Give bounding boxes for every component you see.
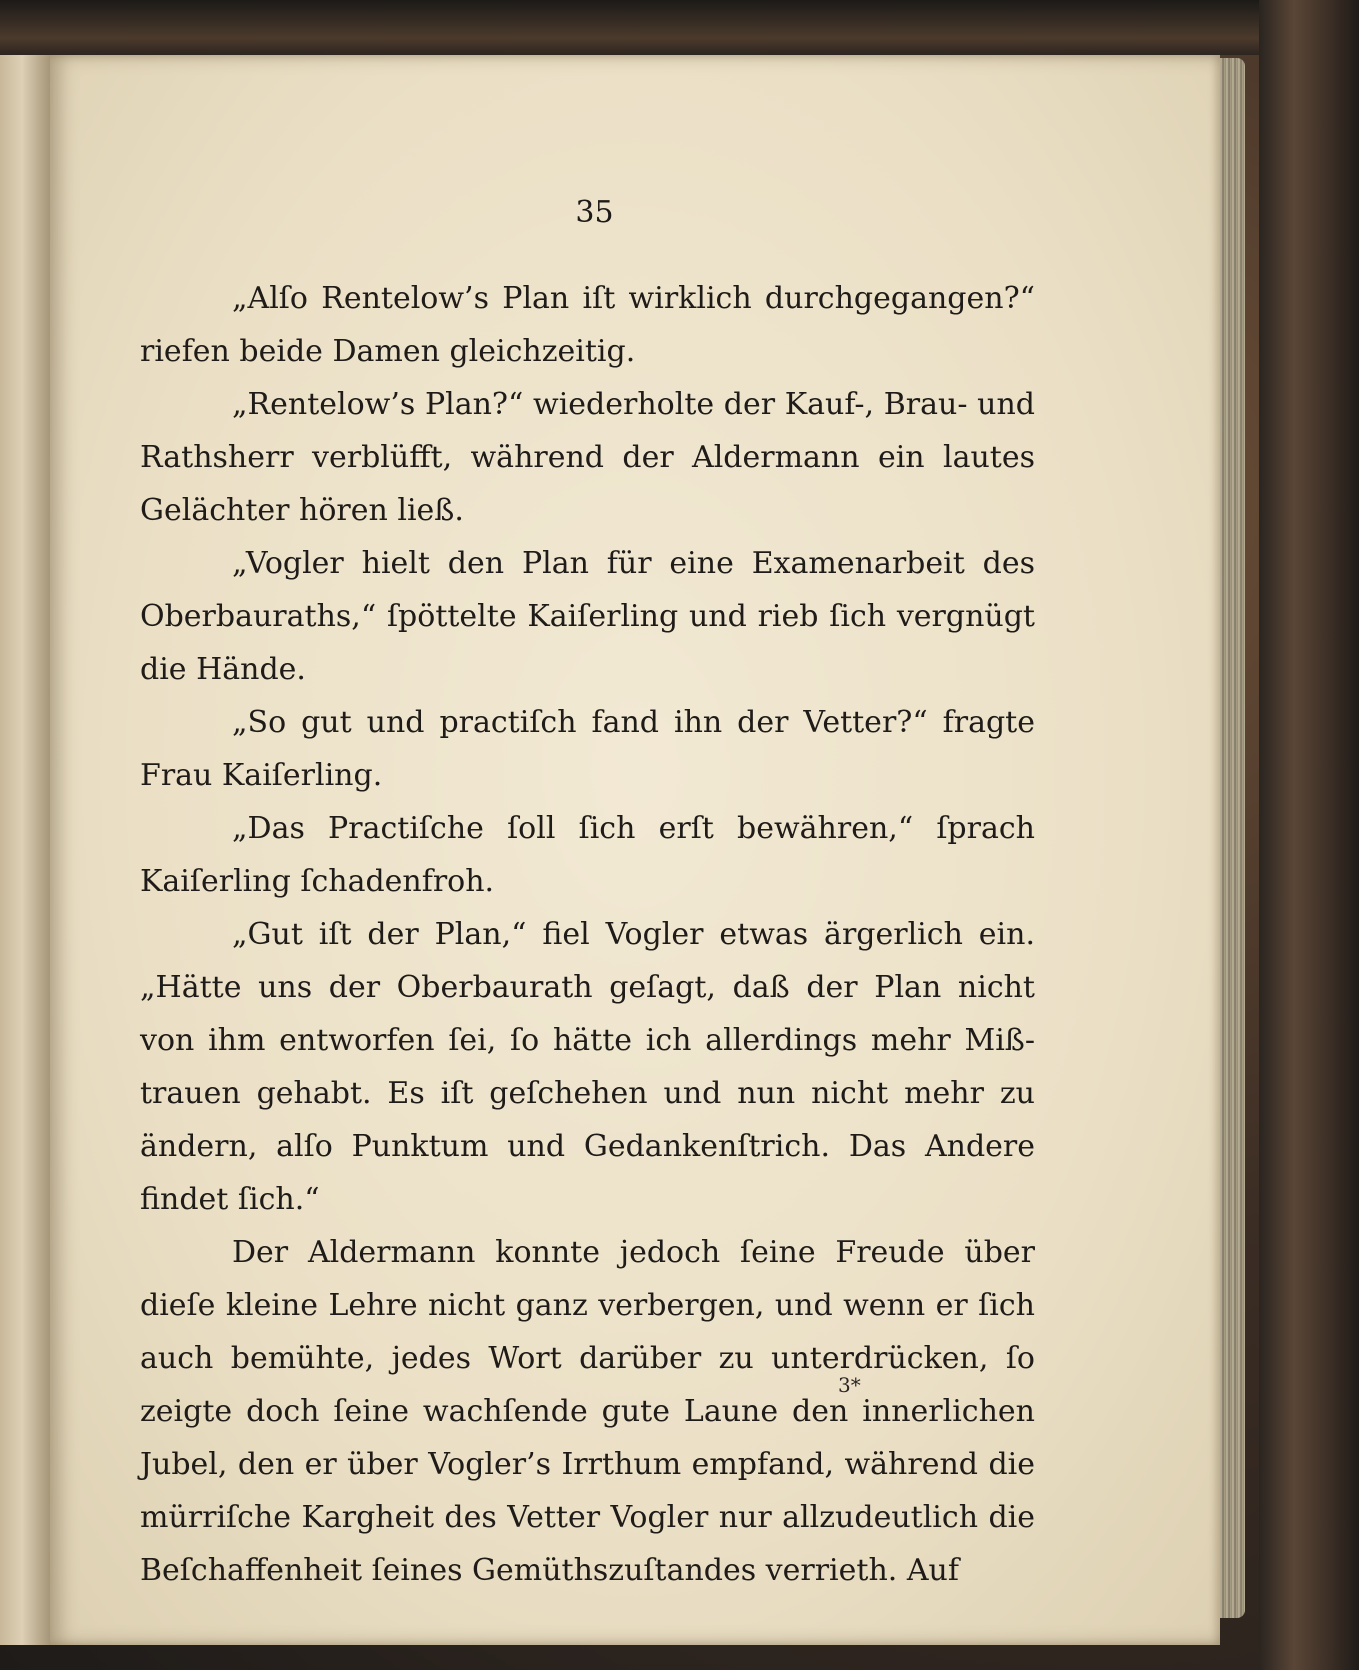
paragraph: „So gut und practiſch fand ihn der Vetter?“ fragte Frau Kaiſerling. — [140, 705, 1035, 793]
paragraph: „Rentelow’s Plan?“ wiederholte der Kauf-, Brau- und Rathsherr verblüfft, während der Aldermann ein lautes Gelächter hören ließ. — [140, 387, 1035, 528]
paragraph: „Alſo Rentelow’s Plan iſt wirklich durchgegangen?“ riefen beide Damen gleichzeitig. — [140, 281, 1035, 369]
cover-right-edge — [1259, 0, 1359, 1670]
facing-page-edge — [0, 55, 55, 1645]
paragraph: „Vogler hielt den Plan für eine Examenarbeit des Oberbauraths,“ ſpöttelte Kaiſerling und rieb ſich vergnügt die Hände. — [140, 546, 1035, 687]
page-number: 35 — [575, 195, 614, 230]
cover-top-edge — [0, 0, 1359, 55]
text-block — [140, 272, 1035, 1597]
paragraph: „Gut iſt der Plan,“ fiel Vogler etwas ärgerlich ein. „Hätte uns der Oberbaurath geſagt, daß der Plan nicht von ihm entworfen ſei, ſo hätte ich allerdings mehr Miß- trauen gehabt. Es iſt geſchehen und nun nicht mehr zu ändern, alſo Punktum und Gedankenſtrich. Das Andere findet ſich.“ — [140, 917, 1035, 1217]
paragraph: Der Aldermann konnte jedoch ſeine Freude über dieſe kleine Lehre nicht ganz verbergen, und wenn er ſich auch bemühte, jedes Wort darüber zu unterdrücken, ſo zeigte doch ſeine wachſende gute Laune den innerlichen Jubel, den er über Vogler’s Irrthum empfand, während die mürriſche Kargheit des Vetter Vogler nur allzudeutlich die Beſchaffenheit ſeines Gemüthszuſtandes verrieth. Auf — [140, 1235, 1035, 1588]
signature-mark: 3* — [838, 1373, 861, 1397]
paragraph: „Das Practiſche ſoll ſich erſt bewähren,“ ſprach Kaiſerling ſchadenfroh. — [140, 811, 1035, 899]
